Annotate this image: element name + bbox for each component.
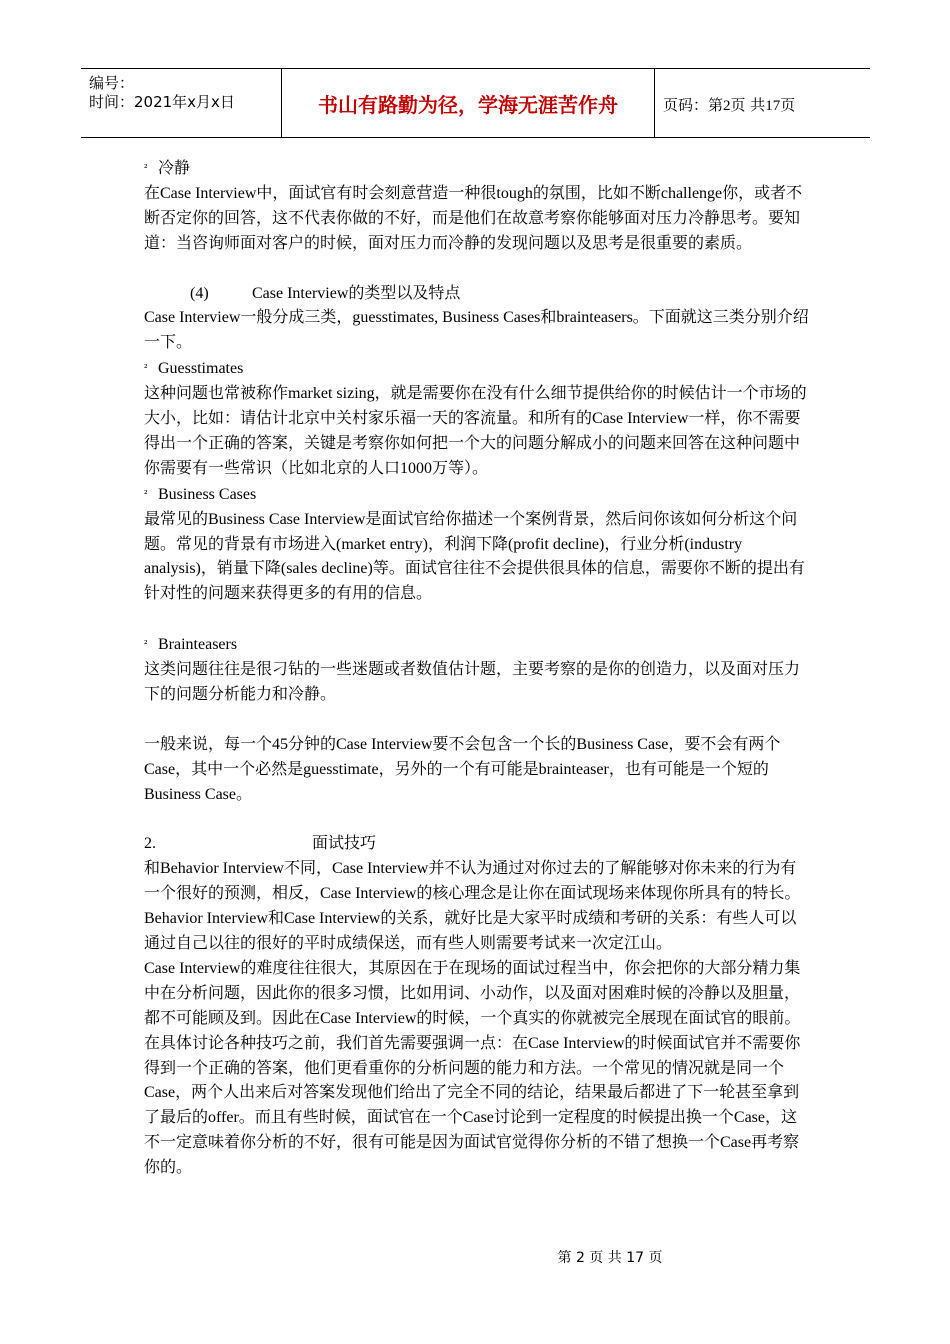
bullet-heading — [144, 482, 812, 508]
section-number: 2. — [144, 835, 156, 853]
paragraph: 这种问题也常被称作market sizing，就是需要你在没有什么细节提供给你的时候估计一个市场的大小，比如：请估计北京中关村家乐福一天的客流量。和所有的Case Interview一样，你不需要得出一个正确的答案，关键是考察你如何把一个大的问题分解成小的问题来回答在这种问题中你需要有一些常识（比如北京的人口1000万等）。 — [144, 385, 807, 477]
bullet-icon: ² — [144, 487, 148, 500]
bullet-title: Brainteasers — [158, 636, 238, 654]
header-page-total: 17 — [765, 98, 781, 114]
header-page-label: 页码：第 — [663, 96, 724, 114]
bullet-icon: ² — [144, 362, 148, 375]
blank-line — [144, 257, 812, 282]
header-divider — [654, 69, 655, 137]
bullet-heading — [144, 156, 812, 182]
section-heading — [144, 282, 812, 307]
header-time-label: 时间：2021年x月x日 — [89, 93, 235, 111]
header-number-label: 编号： — [89, 74, 135, 92]
paragraph: Case Interview的难度往往很大，其原因在于在现场的面试过程当中，你会把你的大部分精力集中在分析问题，因此你的很多习惯，比如用词、小动作，以及面对困难时候的冷静以及胆量，都不可能顾及到。因此在Case Interview的时候，一个真实的你就被完全展现在面试官的眼前。 — [144, 959, 801, 1027]
section-title: 面试技巧 — [312, 835, 377, 853]
blank-line — [144, 607, 812, 632]
blank-line — [144, 708, 812, 733]
section-title: Case Interview的类型以及特点 — [252, 284, 461, 302]
header-page-end: 页 — [780, 96, 796, 114]
bullet-title: 冷静 — [158, 160, 191, 177]
paragraph: 最常见的Business Case Interview是面试官给你描述一个案例背景，然后问你该如何分析这个问题。常见的背景有市场进入(market entry)，利润下降(profit decline)，行业分析(industry analysis)，销量下降(sales decline)等。面试官往往不会提供很具体的信息，需要你不断的提出有针对性的问题来获得更多的有用的信息。 — [144, 510, 805, 603]
bullet-icon: ² — [144, 162, 148, 174]
paragraph: 在Case Interview中，面试官有时会刻意营造一种很tough的氛围，比如不断challenge你，或者不断否定你的回答，这不代表你做的不好，而是他们在故意考察你能够面对压力冷静思考。要知道：当咨询师面对客户的时候，面对压力而冷静的发现问题以及思考是很重要的素质。 — [144, 184, 803, 252]
header-meta — [81, 69, 281, 137]
header-page-info — [663, 94, 795, 115]
paragraph: Case Interview一般分成三类，guesstimates, Business Cases和brainteasers。下面就这三类分别介绍一下。 — [144, 309, 809, 352]
header-page-mid: 页 共 — [730, 96, 766, 114]
document-body — [144, 156, 812, 1181]
bullet-icon: ² — [144, 638, 148, 651]
section-number: (4) — [190, 284, 209, 302]
bullet-heading — [144, 632, 812, 658]
paragraph: 一般来说，每一个45分钟的Case Interview要不会包含一个长的Business Case，要不会有两个Case，其中一个必然是guesstimate，另外的一个有可能是brainteaser，也有可能是一个短的Business Case。 — [144, 735, 781, 803]
bullet-title: Business Cases — [158, 485, 257, 503]
section-heading — [144, 832, 812, 857]
paragraph: 这类问题往往是很刁钻的一些迷题或者数值估计题，主要考察的是你的创造力，以及面对压力下的问题分析能力和冷静。 — [144, 661, 801, 703]
page-header — [81, 68, 870, 138]
header-motto: 书山有路勤为径，学海无涯苦作舟 — [318, 92, 618, 117]
header-page-current: 2 — [723, 98, 731, 114]
bullet-title: Guesstimates — [158, 360, 244, 378]
blank-line — [144, 808, 812, 833]
paragraph: 和Behavior Interview不同，Case Interview并不认为通过对你过去的了解能够对你未来的行为有一个很好的预测，相反，Case Interview的核心理念是让你在面试现场来体现你所具有的特长。Behavior Interview和Case Interview的关系，就好比是大家平时成绩和考研的关系：有些人可以通过自己以往的很好的平时成绩保送，而有些人则需要考试来一次定江山。 — [144, 860, 801, 953]
bullet-heading — [144, 356, 812, 382]
paragraph: 在具体讨论各种技巧之前，我们首先需要强调一点：在Case Interview的时候面试官并不需要你得到一个正确的答案，他们更看重你的分析问题的能力和方法。一个常见的情况就是同一个Case，两个人出来后对答案发现他们给出了完全不同的结论，结果最后都进了下一轮甚至拿到了最后的offer。而且有些时候，面试官在一个Case讨论到一定程度的时候提出换一个Case，这不一定意味着你分析的不好，很有可能是因为面试官觉得你分析的不错了想换一个Case再考察你的。 — [144, 1034, 801, 1177]
page-footer: 第 2 页 共 17 页 — [557, 1250, 663, 1266]
